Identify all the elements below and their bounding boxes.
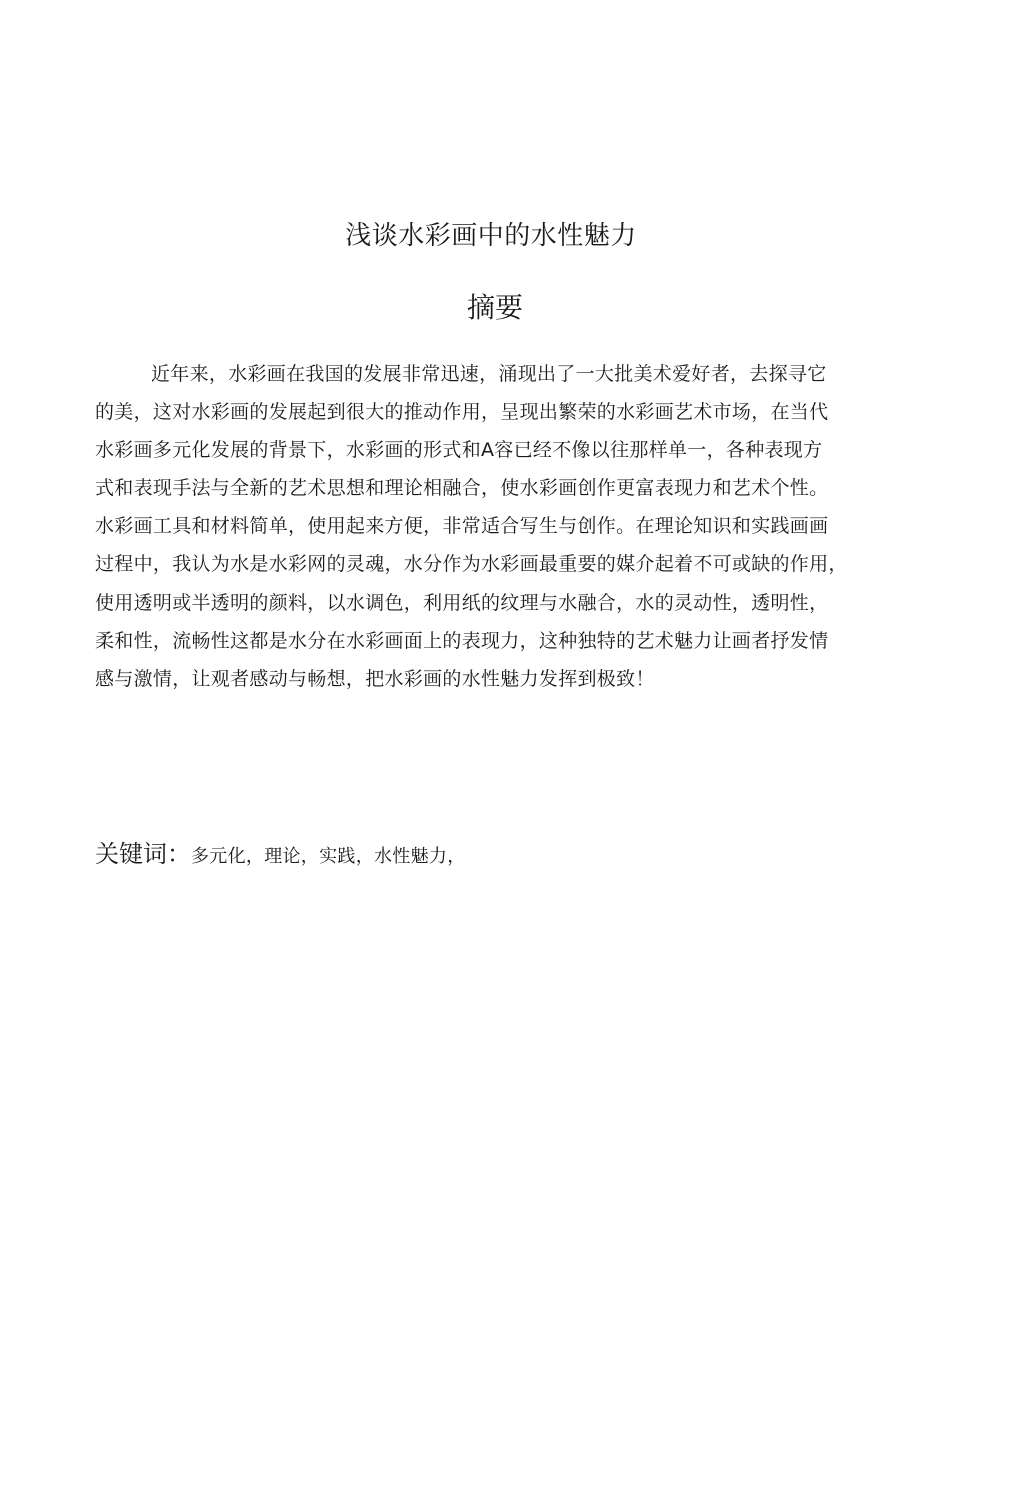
keywords xyxy=(95,834,466,877)
abstract-line: 水彩画工具和材料简单，使用起来方便，非常适合写生与创作。在理论知识和实践画画 xyxy=(95,515,829,538)
abstract-line: 水彩画多元化发展的背景下，水彩画的形式和A容已经不像以往那样单一，各种表现方 xyxy=(95,439,823,462)
keywords-label: 关键词： xyxy=(95,840,191,868)
abstract-line: 过程中，我认为水是水彩网的灵魂，水分作为水彩画最重要的媒介起着不可或缺的作用， xyxy=(95,553,848,576)
abstract-line: 式和表现手法与全新的艺术思想和理论相融合，使水彩画创作更富表现力和艺术个性。 xyxy=(95,477,829,500)
document-title: 浅谈水彩画中的水性魅力 xyxy=(345,221,637,251)
abstract-line: 近年来，水彩画在我国的发展非常迅速，涌现出了一大批美术爱好者，去探寻它 xyxy=(151,363,827,385)
abstract-line: 感与激情，让观者感动与畅想，把水彩画的水性魅力发挥到极致！ xyxy=(95,667,655,690)
abstract-line: 的美，这对水彩画的发展起到很大的推动作用，呈现出繁荣的水彩画艺术市场，在当代 xyxy=(95,401,829,424)
keywords-values: 多元化，理论，实践，水性魅力， xyxy=(191,846,466,867)
abstract-body xyxy=(95,355,925,698)
abstract-line: 使用透明或半透明的颜料，以水调色，利用纸的纹理与水融合，水的灵动性，透明性， xyxy=(95,591,829,614)
abstract-line: 柔和性，流畅性这都是水分在水彩画面上的表现力，这种独特的艺术魅力让画者抒发情 xyxy=(95,629,829,652)
abstract-heading: 摘要 xyxy=(466,291,523,324)
